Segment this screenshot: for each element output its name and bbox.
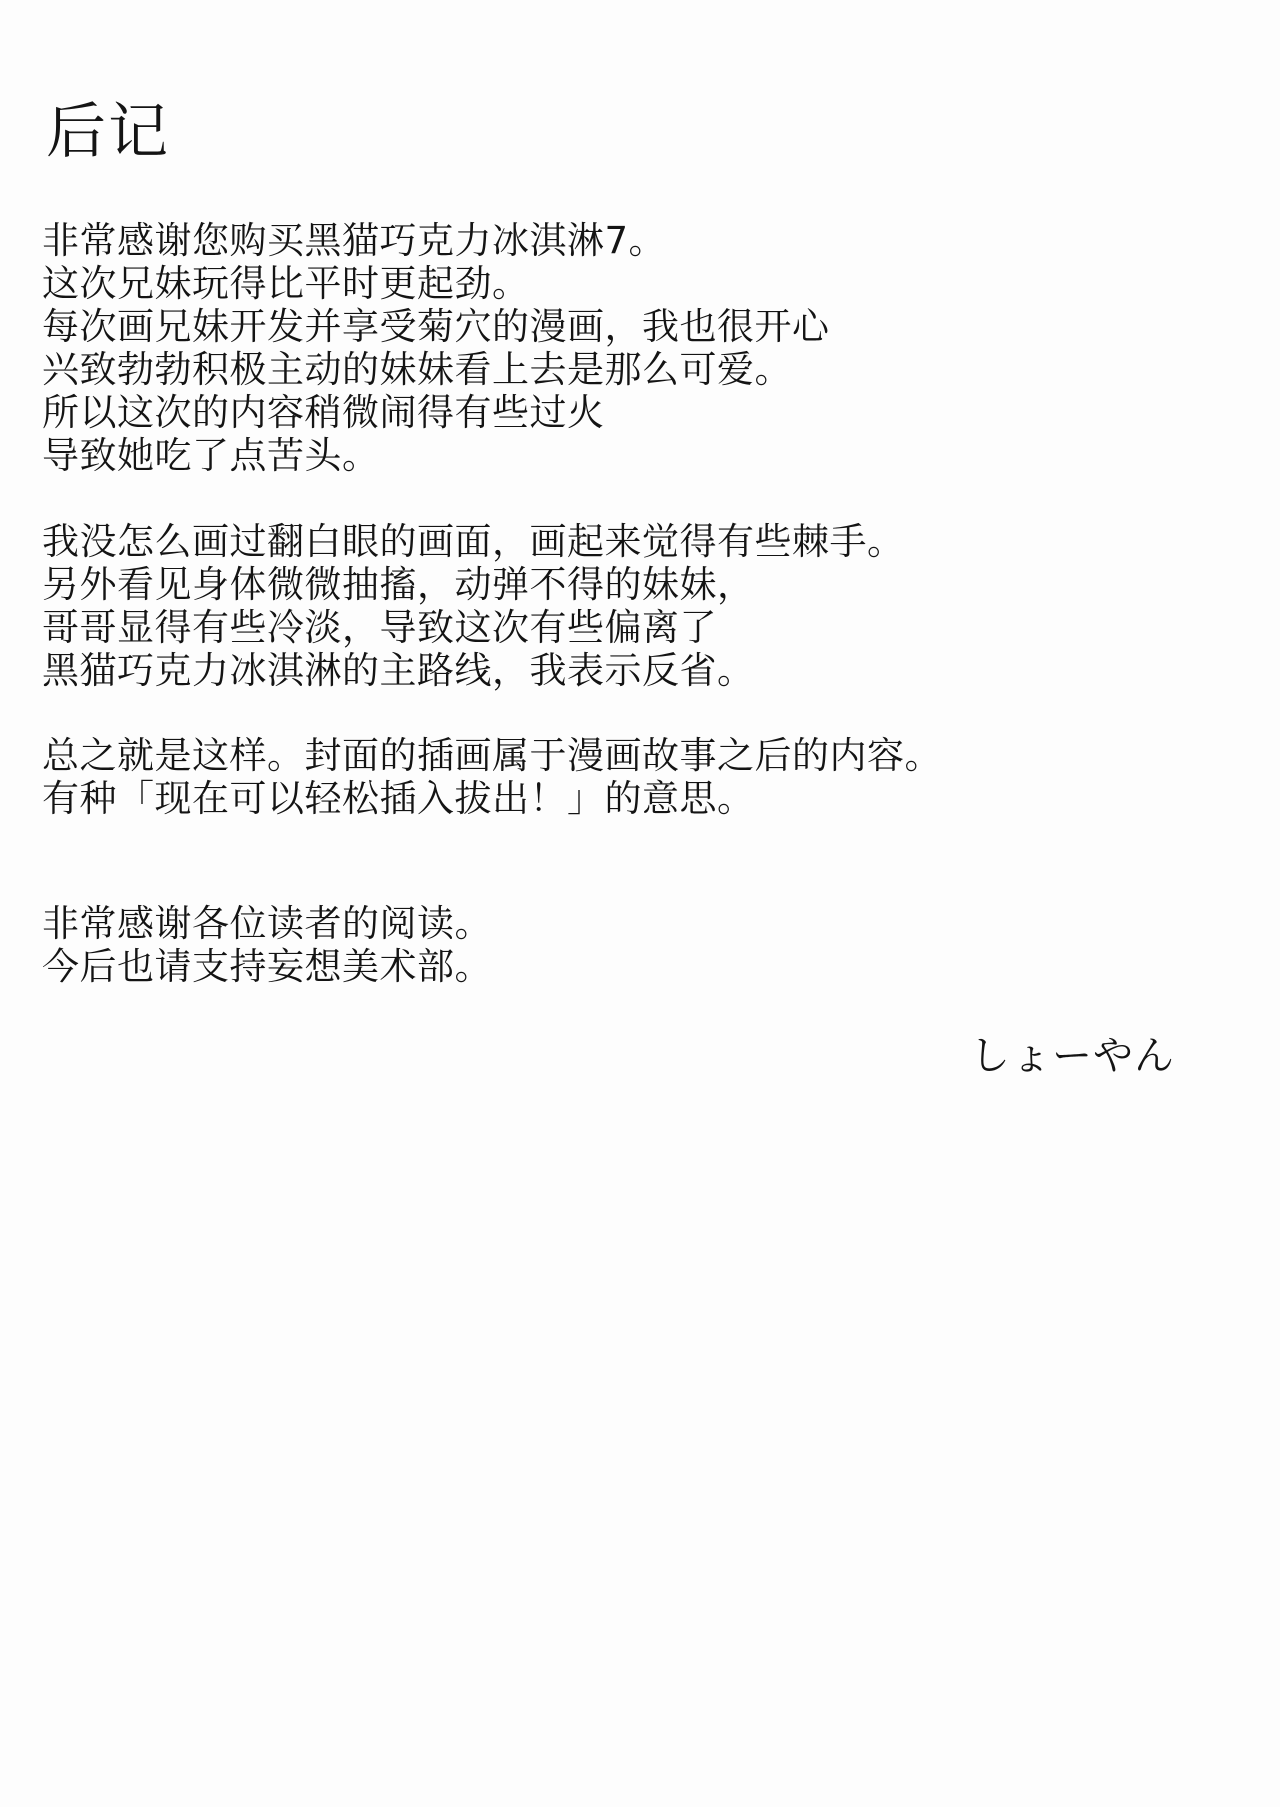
paragraph-thanks-purchase: [42, 219, 1250, 477]
afterword-line: 导致她吃了点苦头。: [42, 434, 380, 477]
afterword-line: 这次兄妹玩得比平时更起劲。: [42, 262, 530, 305]
afterword-line: 兴致勃勃积极主动的妹妹看上去是那么可爱。: [42, 348, 792, 391]
afterword-line: 我没怎么画过翻白眼的画面，画起来觉得有些棘手。: [42, 520, 905, 563]
afterword-line: 有种「现在可以轻松插入拔出！」的意思。: [42, 777, 755, 820]
afterword-line: 所以这次的内容稍微闹得有些过火: [42, 391, 605, 434]
afterword-line: 哥哥显得有些冷淡，导致这次有些偏离了: [42, 606, 717, 649]
author-signature: しょーやん: [970, 1033, 1175, 1079]
paragraph-closing-thanks: [42, 902, 1250, 988]
afterword-line: 非常感谢各位读者的阅读。: [42, 902, 492, 945]
page-title: 后记: [46, 97, 170, 167]
paragraph-drawing-notes: [42, 520, 1250, 692]
afterword-line: 总之就是这样。封面的插画属于漫画故事之后的内容。: [42, 734, 942, 777]
paragraph-cover-note: [42, 734, 1250, 820]
afterword-line: 黑猫巧克力冰淇淋的主路线，我表示反省。: [42, 649, 755, 692]
afterword-line: 今后也请支持妄想美术部。: [42, 945, 492, 988]
afterword-line: 非常感谢您购买黑猫巧克力冰淇淋7。: [42, 219, 667, 262]
afterword-line: 另外看见身体微微抽搐，动弹不得的妹妹，: [42, 563, 755, 606]
afterword-line: 每次画兄妹开发并享受菊穴的漫画，我也很开心: [42, 305, 830, 348]
